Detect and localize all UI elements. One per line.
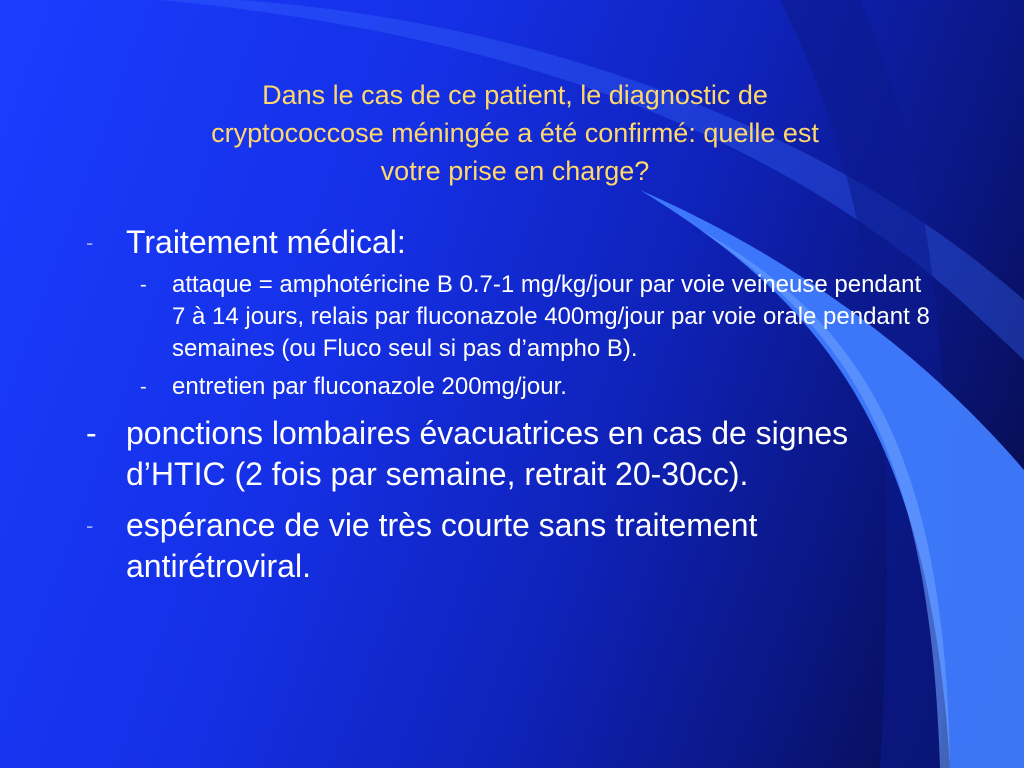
- title-line-2: cryptococcose méningée a été confirmé: quelle est: [211, 118, 819, 148]
- bullet-esperance-de-vie: [86, 505, 936, 587]
- bullet-marker: -: [86, 513, 94, 538]
- bullet-marker: -: [140, 274, 147, 296]
- bullet-marker: -: [86, 230, 94, 255]
- bullet-text: ponctions lombaires évacuatrices en cas de signes d’HTIC (2 fois par semaine, retrait 20-30cc).: [126, 415, 849, 492]
- bullet-list: [86, 222, 936, 587]
- sub-bullet-entretien: [86, 371, 936, 403]
- bullet-text: espérance de vie très courte sans traitement antirétroviral.: [126, 507, 758, 584]
- slide-title: [100, 76, 930, 190]
- bullet-marker: -: [86, 415, 97, 451]
- bullet-text: Traitement médical:: [126, 224, 406, 260]
- bullet-marker: -: [140, 376, 147, 398]
- bullet-text: entretien par fluconazole 200mg/jour.: [172, 373, 567, 400]
- bullet-traitement-medical: [86, 222, 936, 263]
- title-line-1: Dans le cas de ce patient, le diagnostic de: [262, 80, 768, 110]
- sub-bullet-attaque: [86, 269, 936, 365]
- title-line-3: votre prise en charge?: [380, 156, 650, 186]
- bullet-ponctions-lombaires: [86, 413, 936, 495]
- bullet-text: attaque = amphotéricine B 0.7-1 mg/kg/jour par voie veineuse pendant 7 à 14 jours, relais par fluconazole 400mg/jour par voie orale pendant 8 semaines (ou Fluco seul si pas d’ampho B).: [172, 271, 930, 362]
